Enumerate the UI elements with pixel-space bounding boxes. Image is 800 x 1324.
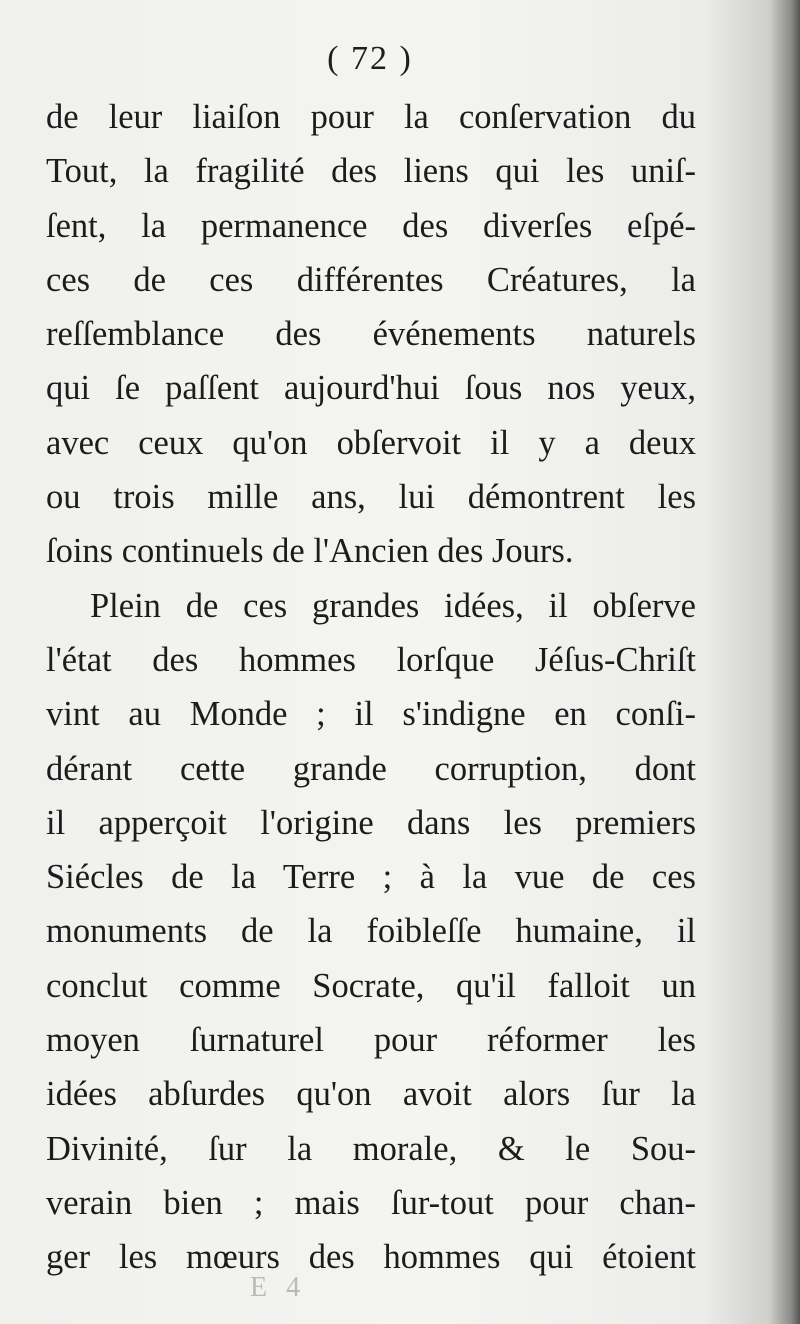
body-text [46, 90, 696, 1285]
text-line: verain bien ; mais ſur-tout pour chan- [46, 1183, 696, 1222]
text-line: ou trois mille ans, lui démontrent les [46, 478, 696, 517]
text-line: de leur liaiſon pour la conſervation du [46, 98, 696, 136]
text-line: idées abſurdes qu'on avoit alors ſur la [46, 1075, 696, 1114]
text-line: ſoins continuels de l'Ancien des Jours. [46, 532, 574, 571]
text-line: qui ſe paſſent aujourd'hui ſous nos yeux, [46, 369, 696, 408]
page-number: ( 72 ) [327, 40, 413, 77]
text-line: Plein de ces grandes idées, il obſerve [90, 586, 696, 625]
text-line: conclut comme Socrate, qu'il falloit un [46, 966, 696, 1005]
text-line: dérant cette grande corruption, dont [46, 749, 696, 788]
page-edge-shadow [770, 0, 800, 1324]
text-line: Tout, la fragilité des liens qui les uniſ- [46, 152, 696, 191]
text-line: Divinité, ſur la morale, & le Sou- [46, 1129, 696, 1168]
text-line: l'état des hommes lorſque Jéſus-Chriſt [46, 640, 696, 679]
text-line: ſent, la permanence des diverſes eſpé- [46, 206, 696, 245]
text-line: ger les mœurs des hommes qui étoient [46, 1238, 696, 1277]
text-line: vint au Monde ; il s'indigne en conſi- [46, 695, 696, 734]
text-line: il apperçoit l'origine dans les premiers [46, 803, 696, 842]
text-line: monuments de la foibleſſe humaine, il [46, 912, 696, 951]
signature-mark: E 4 [250, 1272, 307, 1303]
text-line: avec ceux qu'on obſervoit il y a deux [46, 423, 696, 462]
text-line: ces de ces différentes Créatures, la [46, 260, 696, 299]
text-line: moyen ſurnaturel pour réformer les [46, 1021, 696, 1060]
text-line: reſſemblance des événements naturels [46, 315, 696, 354]
text-line: Siécles de la Terre ; à la vue de ces [46, 858, 696, 897]
